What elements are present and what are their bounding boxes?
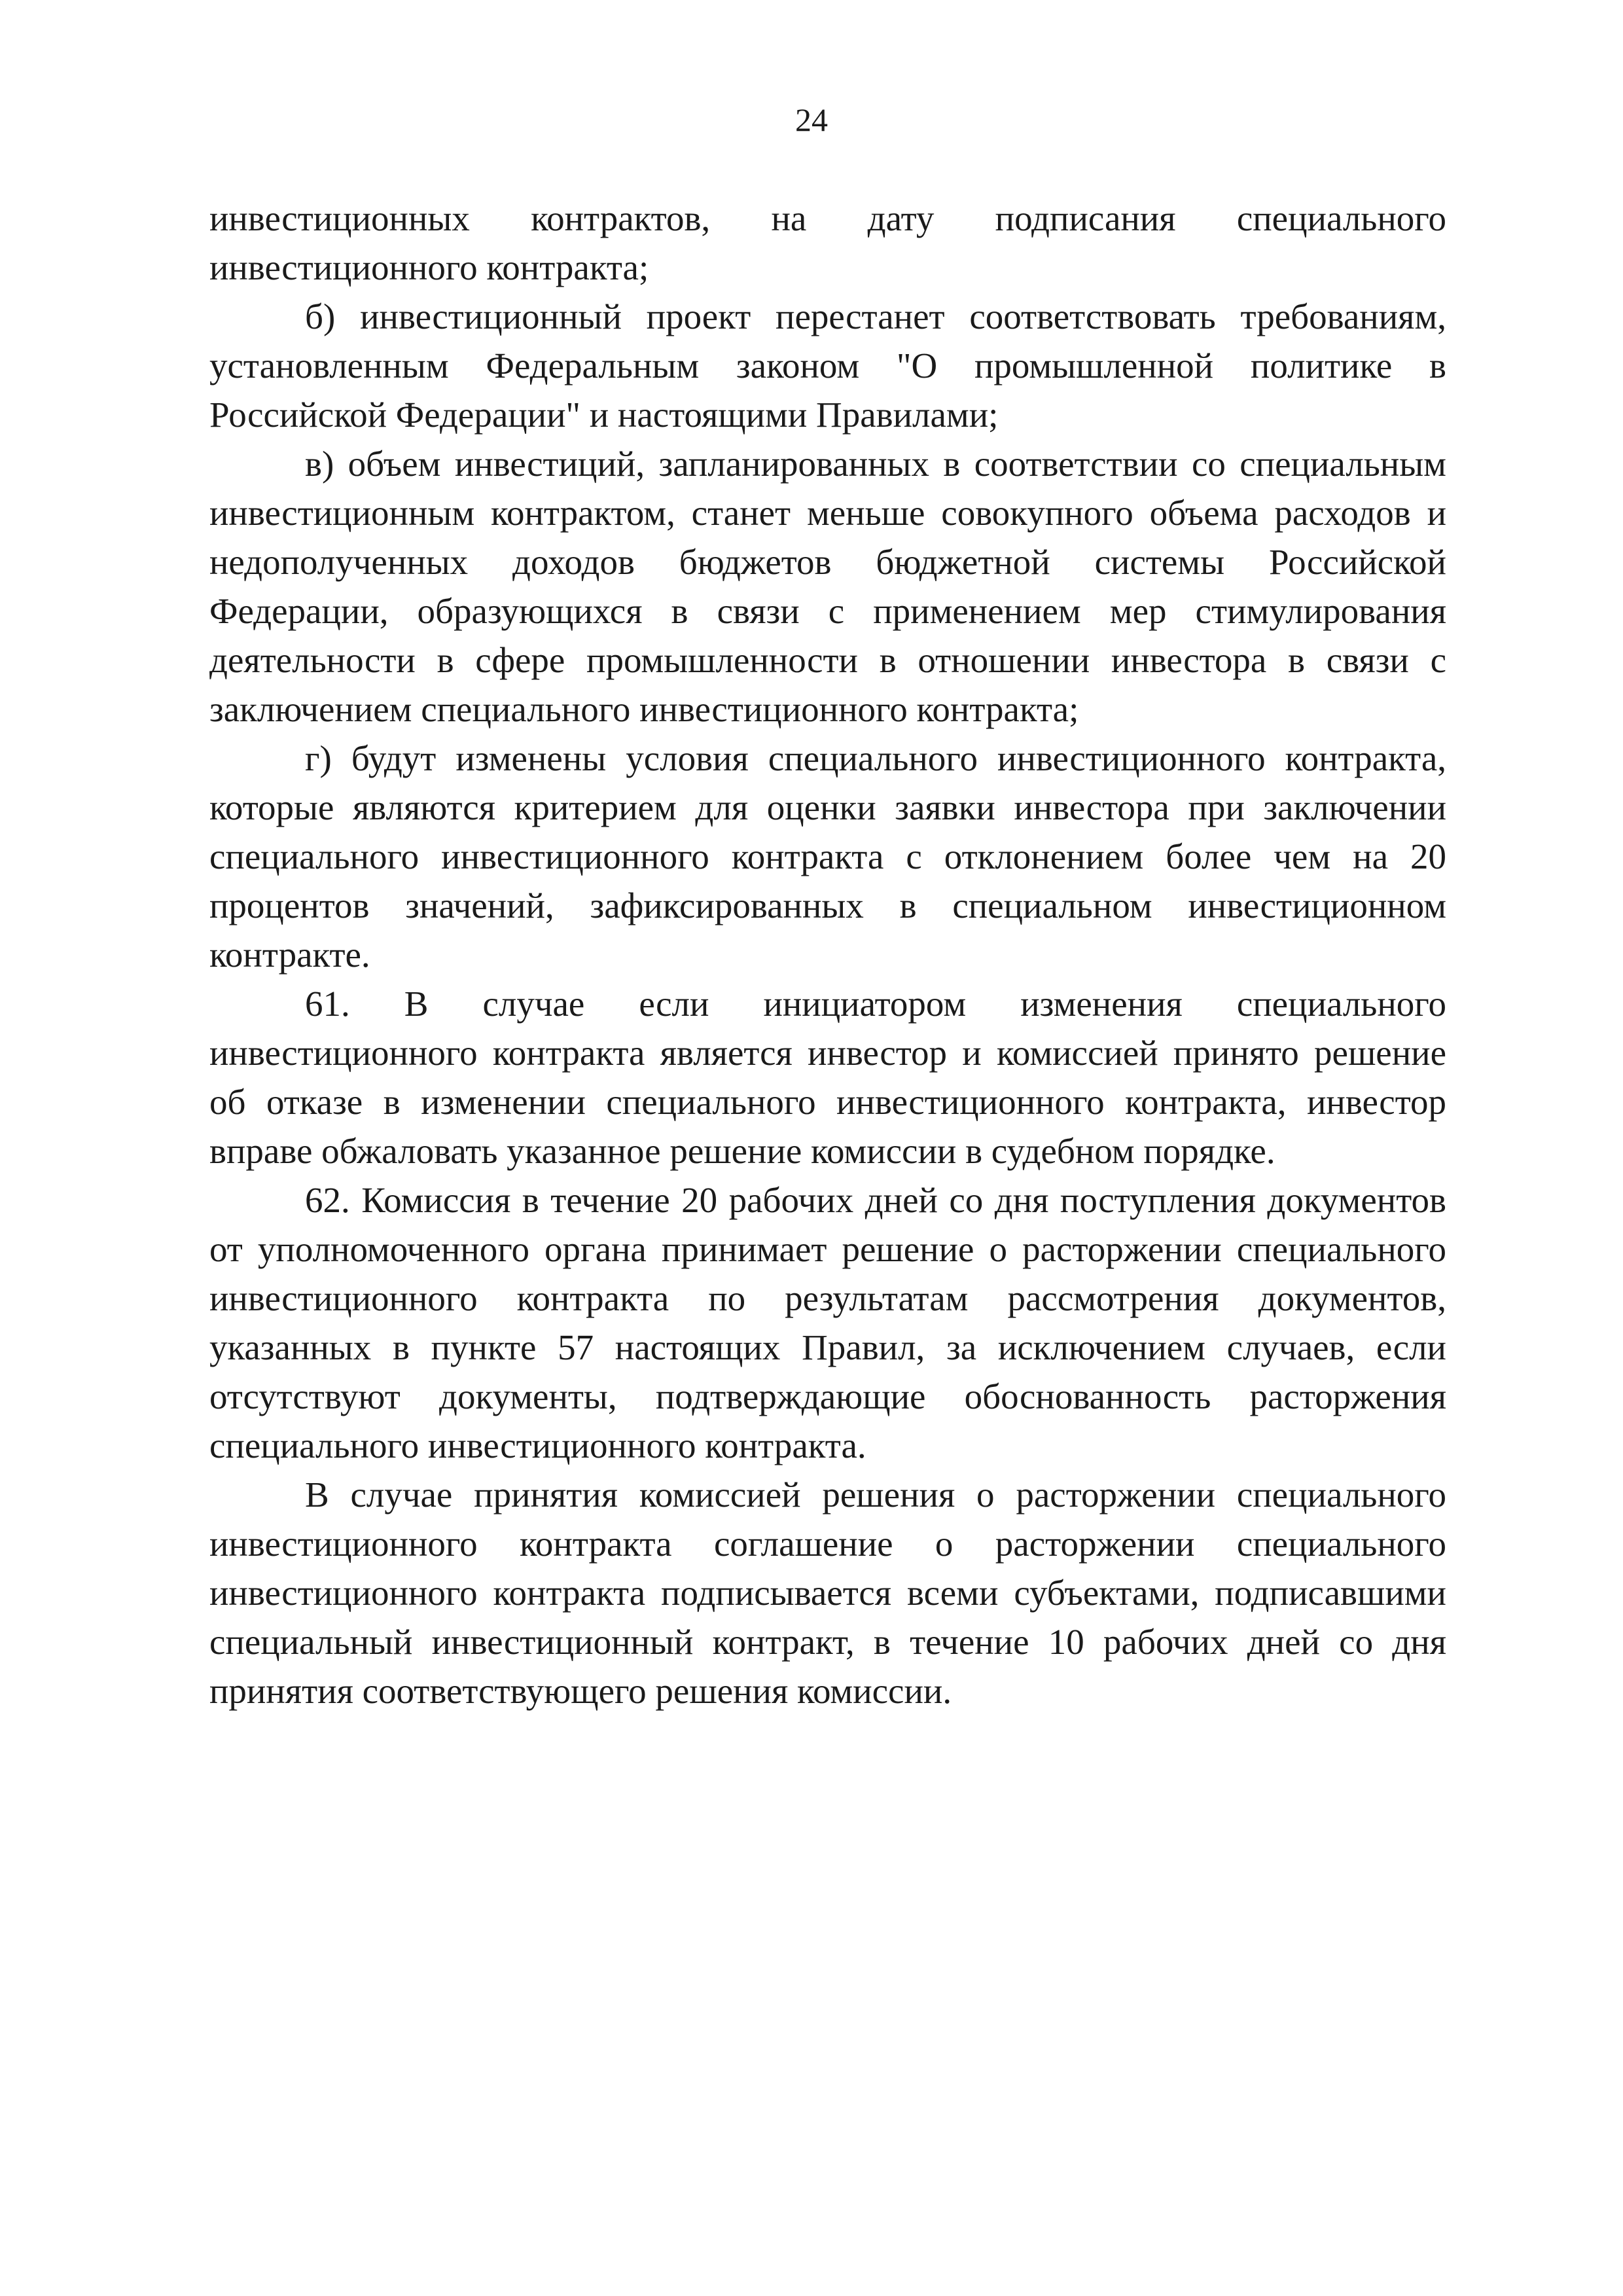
paragraph-item-g: г) будут изменены условия специального инвестиционного контракта, которые являются критерием для оценки заявки инвестора при заключении специального инвестиционного контракта с отклонением более чем на 20 процентов значений, зафиксированных в специальном инвестиционном контракте.: [209, 738, 1446, 975]
page-number: 24: [795, 101, 828, 138]
document-body: [209, 194, 1446, 1715]
paragraph-clause-62: 62. Комиссия в течение 20 рабочих дней со дня поступления документов от уполномоченного органа принимает решение о расторжении специального инвестиционного контракта по результатам рассмотрения документов, указанных в пункте 57 настоящих Правил, за исключением случаев, если отсутствуют документы, подтверждающие обоснованность расторжения специального инвестиционного контракта.: [209, 1180, 1446, 1465]
paragraph-termination-agreement: В случае принятия комиссией решения о расторжении специального инвестиционного контракта соглашение о расторжении специального инвестиционного контракта подписывается всеми субъектами, подписавшими специальный инвестиционный контракт, в течение 10 рабочих дней со дня принятия соответствующего решения комиссии.: [209, 1475, 1446, 1711]
paragraph-item-v: в) объем инвестиций, запланированных в соответствии со специальным инвестиционным контрактом, станет меньше совокупного объема расходов и недополученных доходов бюджетов бюджетной системы Российской Федерации, образующихся в связи с применением мер стимулирования деятельности в сфере промышленности в отношении инвестора в связи с заключением специального инвестиционного контракта;: [209, 444, 1446, 729]
paragraph-clause-61: 61. В случае если инициатором изменения специального инвестиционного контракта является инвестор и комиссией принято решение об отказе в изменении специального инвестиционного контракта, инвестор вправе обжаловать указанное решение комиссии в судебном порядке.: [209, 984, 1446, 1171]
paragraph-item-b: б) инвестиционный проект перестанет соответствовать требованиям, установленным Федеральным законом "О промышленной политике в Российской Федерации" и настоящими Правилами;: [209, 296, 1446, 435]
paragraph-continuation: инвестиционных контрактов, на дату подписания специального инвестиционного контракта;: [209, 198, 1446, 287]
